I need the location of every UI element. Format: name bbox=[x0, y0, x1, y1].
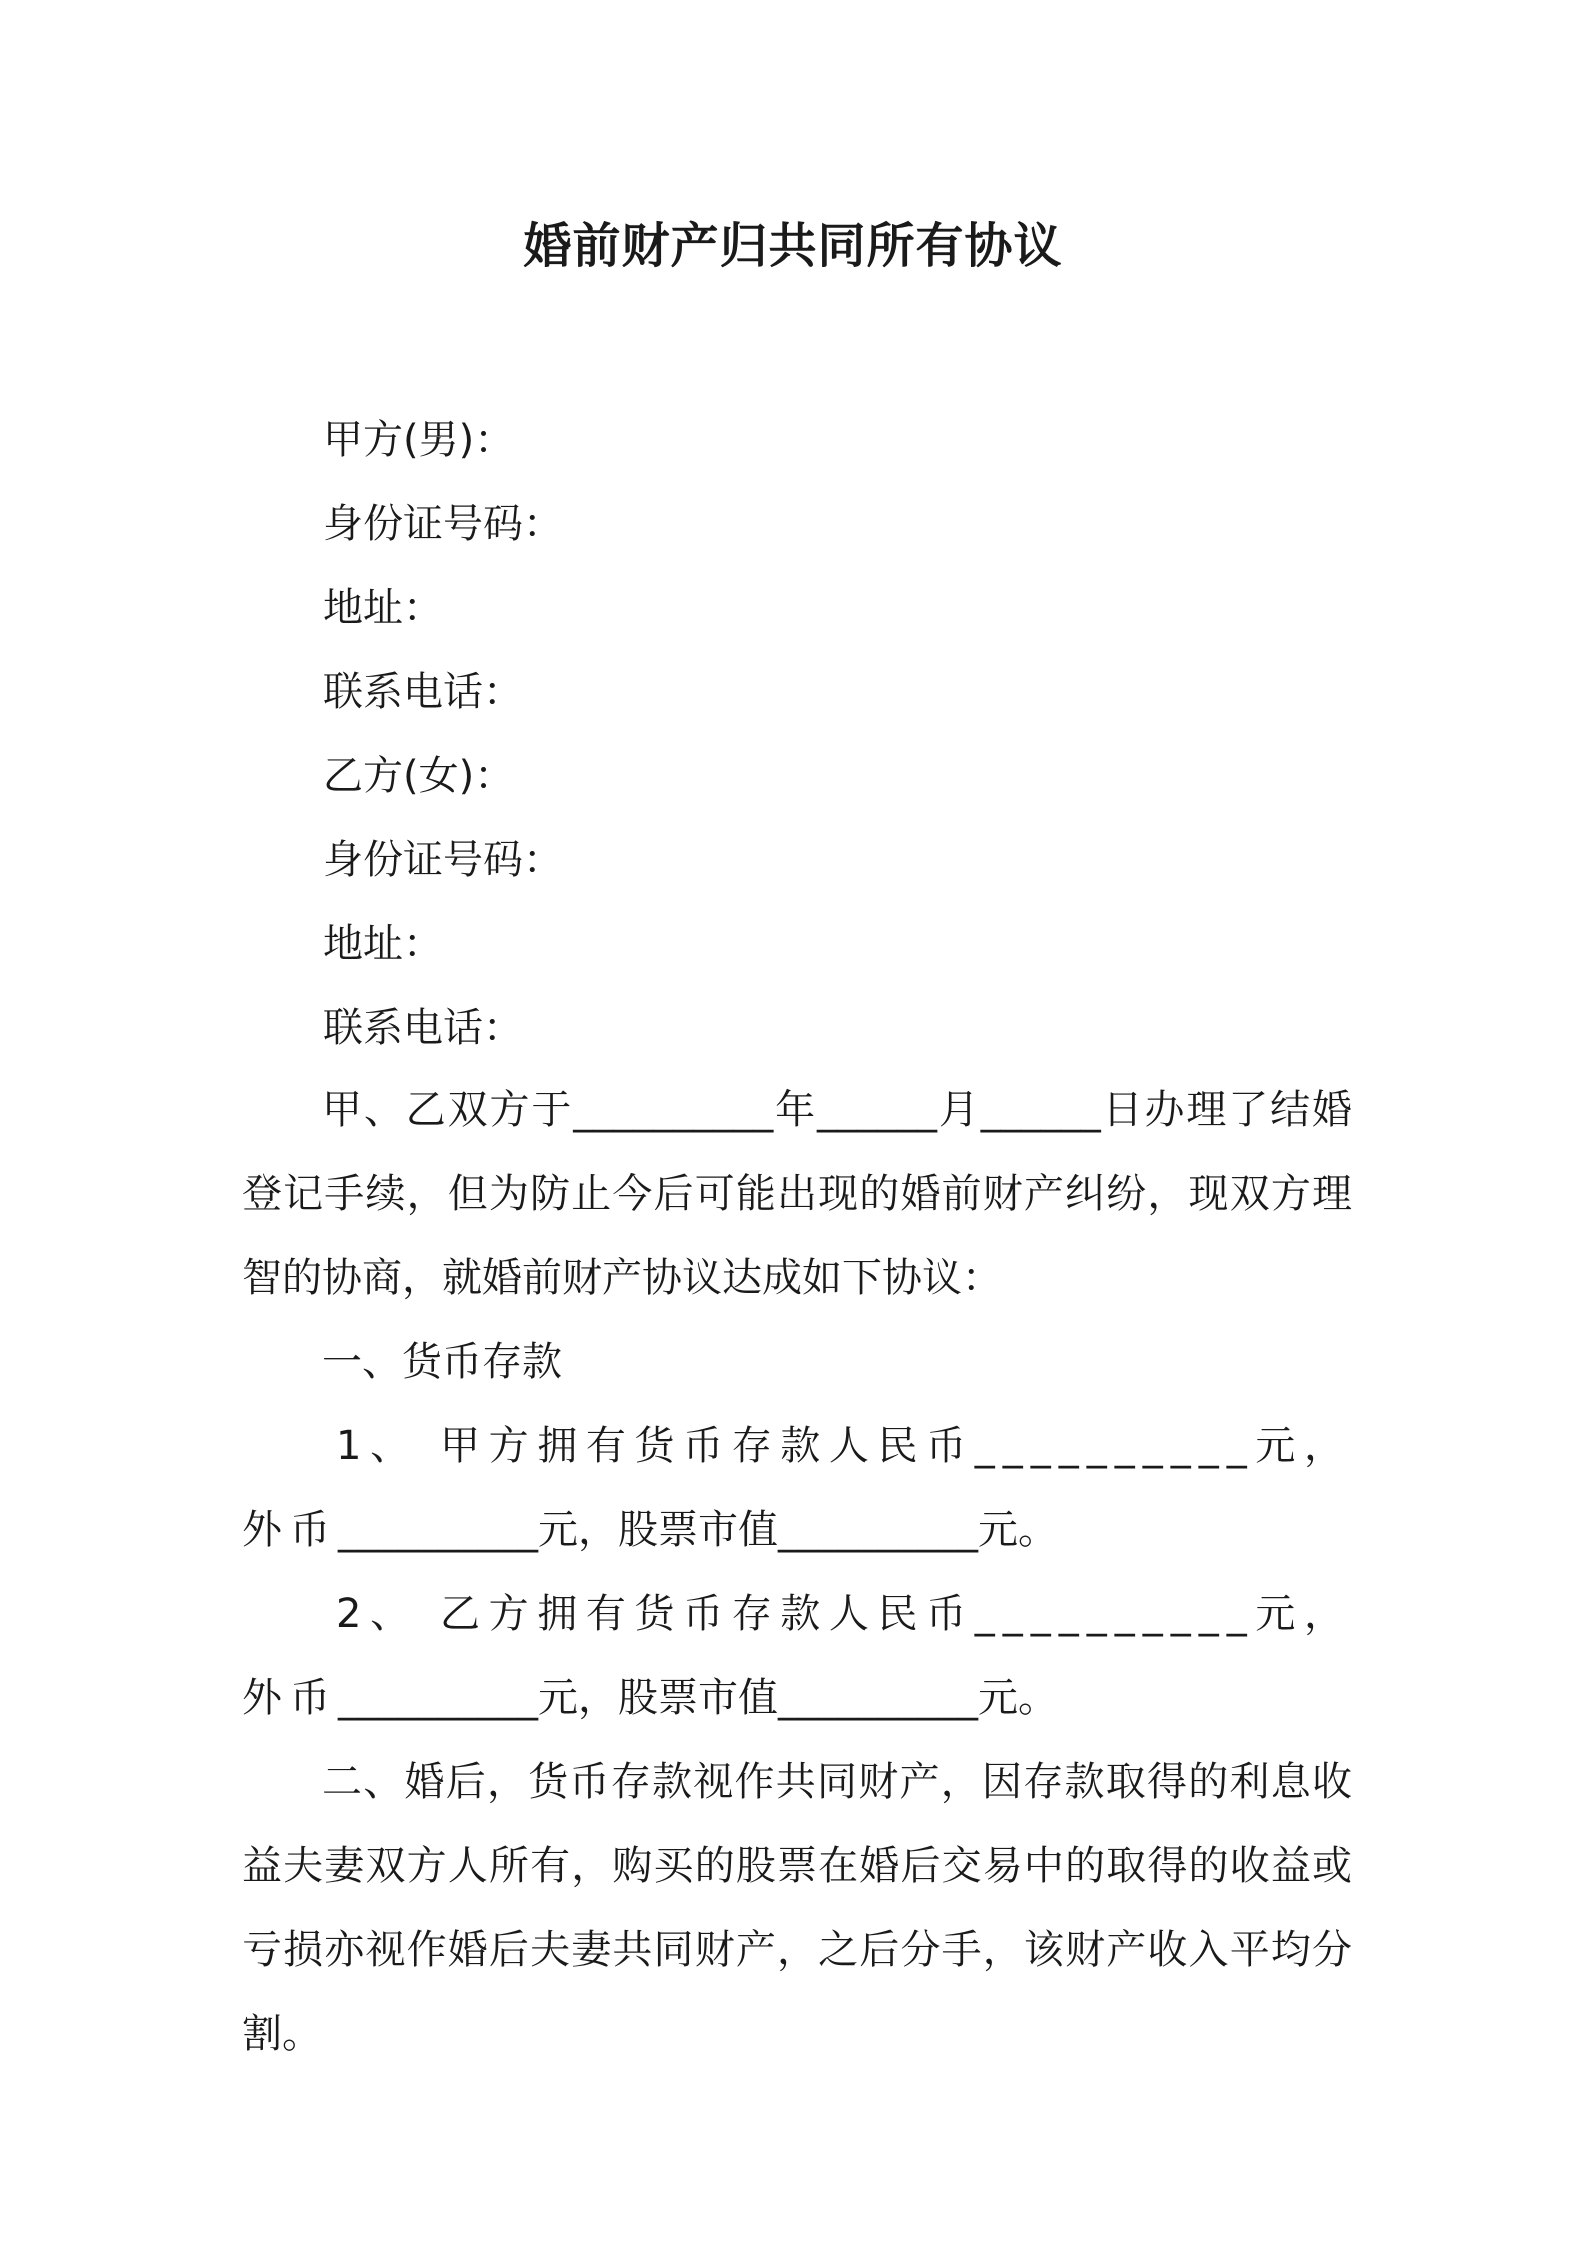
party-info-block bbox=[323, 398, 1363, 1070]
document-title: 婚前财产归共同所有协议 bbox=[523, 218, 1063, 274]
section-1-clause-1 bbox=[242, 1404, 1352, 1572]
clause-2-rest: __________元，股票市值__________元。 bbox=[338, 1675, 1058, 1721]
party-a-id-label: 身份证号码： bbox=[323, 501, 563, 547]
party-b-id-label: 身份证号码： bbox=[323, 837, 563, 883]
agreement-body bbox=[242, 1068, 1352, 2076]
section-1-heading: 一、货币存款 bbox=[322, 1339, 562, 1385]
section-2-paragraph: 二、婚后，货币存款视作共同财产，因存款取得的利息收益夫妻双方人所有，购买的股票在婚后交易中的取得的收益或亏损亦视作婚后夫妻共同财产，之后分手，该财产收入平均分割。 bbox=[242, 1759, 1352, 2057]
clause-1-rest: __________元，股票市值__________元。 bbox=[338, 1507, 1058, 1553]
party-a-name-label: 甲方(男)： bbox=[323, 417, 515, 463]
party-b-name-label: 乙方(女)： bbox=[323, 753, 515, 799]
section-1-clause-2 bbox=[242, 1572, 1352, 1740]
party-a-phone-label: 联系电话： bbox=[323, 669, 523, 715]
clause-1-lead: 1、 甲方拥有货币存款人民币__________元，外币 bbox=[242, 1423, 1352, 1553]
party-a-address-label: 地址： bbox=[323, 585, 443, 631]
intro-paragraph: 甲、乙双方于__________年______月______日办理了结婚登记手续，但为防止今后可能出现的婚前财产纠纷，现双方理智的协商，就婚前财产协议达成如下协议： bbox=[242, 1087, 1352, 1301]
party-b-address-label: 地址： bbox=[323, 921, 443, 967]
party-b-phone-label: 联系电话： bbox=[323, 1005, 523, 1051]
clause-2-lead: 2、 乙方拥有货币存款人民币__________元，外币 bbox=[242, 1591, 1352, 1721]
